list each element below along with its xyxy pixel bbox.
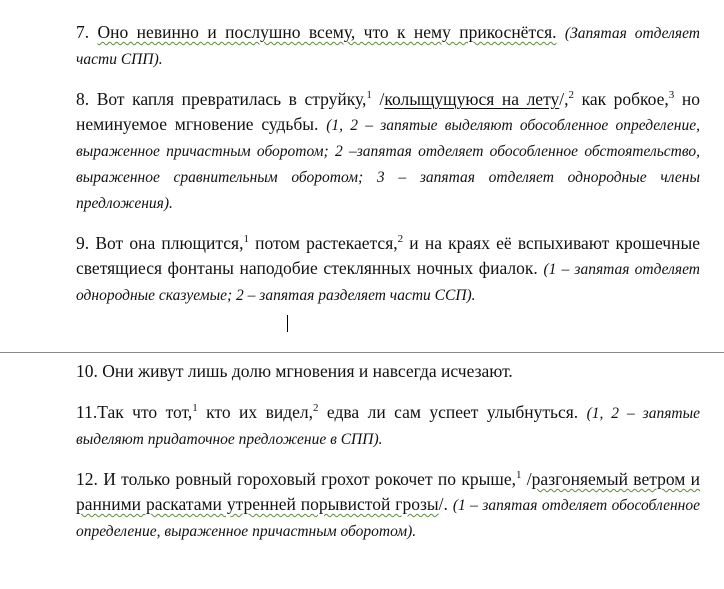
paragraph-10 [76, 359, 700, 384]
text-cursor [287, 315, 288, 332]
sentence-text: Вот она плющится, [95, 233, 244, 253]
paragraph-8 [76, 87, 700, 216]
comma-index: 2 [568, 89, 574, 102]
grammar-note: (1, 2 – запятые выделяют придаточное предложение в СПП). [76, 405, 700, 448]
sentence-text: но неминуемое мгновение судьбы. [76, 89, 700, 134]
sentence-text: Так что тот, [97, 402, 193, 422]
comma-index: 1 [515, 469, 522, 482]
comma-index: 1 [243, 233, 249, 246]
sentence-text: едва ли сам успеет улыбнуться. [318, 402, 587, 422]
paragraph-number: 7. [76, 22, 90, 42]
comma-index: 2 [312, 402, 319, 415]
paragraph-9 [76, 231, 700, 308]
paragraph-number: 11. [76, 402, 98, 422]
paragraph-11 [76, 400, 700, 452]
sentence-text: /. [438, 494, 453, 514]
grammar-note: (1 – запятая отделяет обособленное определение, выраженное причастным оборотом). [76, 497, 700, 540]
paragraph-number: 10. [76, 361, 98, 381]
paragraph-number: 8. [76, 89, 90, 109]
sentence-text: и на краях её вспыхивают крошечные светящиеся фонтаны наподобие стеклянных ночных фиалок. [76, 233, 700, 278]
comma-index: 1 [366, 89, 372, 102]
paragraph-12 [76, 467, 700, 544]
sentence-text: кто их видел, [197, 402, 313, 422]
grammar-note: (1, 2 – запятые выделяют обособленное определение, выраженное причастным оборотом; 2 –запятая отделяет обособленное обстоятельство, выраженное сравнительным оборотом; 3 – запятая отделяет однородные члены предложения). [76, 117, 700, 212]
sentence-text: Оно невинно и послушно всему, что к нему прикоснётся. [97, 22, 557, 42]
comma-index: 2 [397, 233, 404, 246]
sentence-text: /, [559, 89, 569, 109]
paragraph-number: 9. [76, 233, 90, 253]
participial-phrase: колыщущуюся на лету [384, 89, 560, 109]
participial-phrase: разгоняемый ветром и ранними раскатами утренней порывистой грозы [76, 469, 701, 514]
comma-index: 1 [192, 402, 198, 415]
sentence-text: / [521, 469, 532, 489]
grammar-note: (Запятая отделяет части СПП). [76, 25, 701, 68]
paragraph-number: 12. [76, 469, 98, 489]
sentence-text: Они живут лишь долю мгновения и навсегда исчезают. [102, 361, 513, 381]
sentence-text: Вот капля превратилась в струйку, [96, 89, 367, 109]
sentence-text: / [371, 89, 385, 109]
sentence-text: потом растекается, [248, 233, 398, 253]
page-break-line [0, 352, 724, 353]
comma-index: 3 [668, 89, 675, 102]
grammar-note: (1 – запятая отделяет однородные сказуемые; 2 – запятая разделяет части ССП). [76, 261, 700, 304]
paragraph-7 [76, 20, 700, 72]
sentence-text: как робкое, [574, 89, 669, 109]
sentence-text: И только ровный гороховый грохот рокочет по крыше, [103, 469, 516, 489]
